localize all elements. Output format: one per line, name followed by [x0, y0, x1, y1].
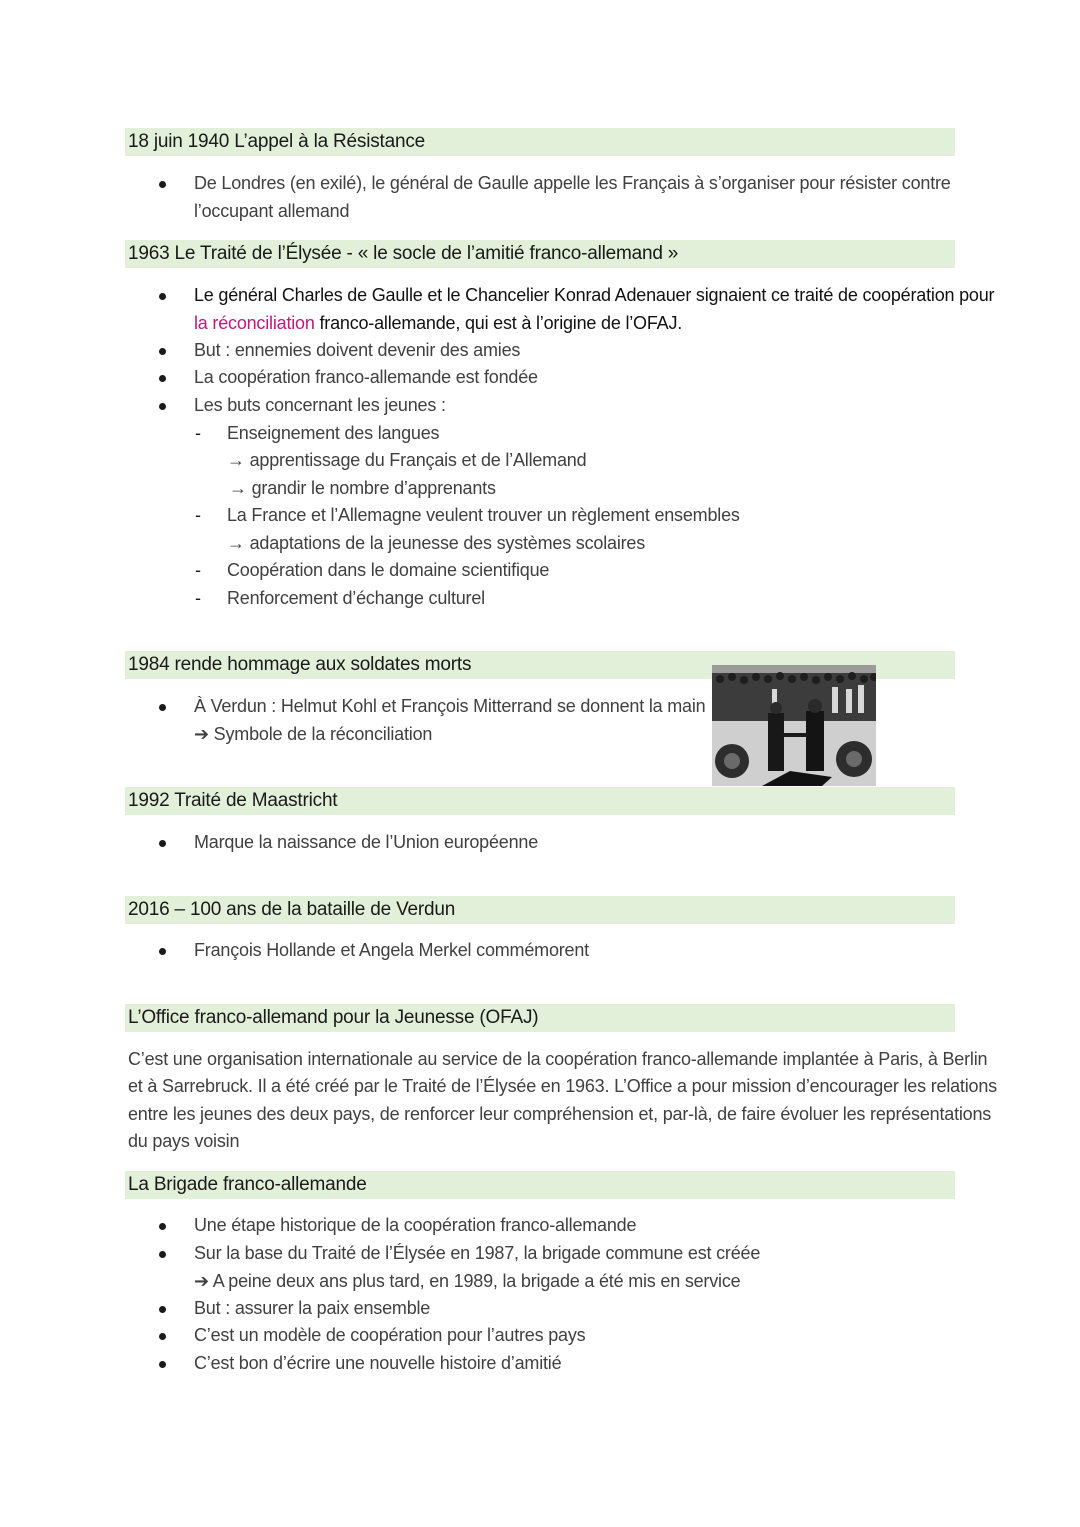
text-1963-scolaires: → adaptations de la jeunesse des systèmes scolaires — [227, 533, 646, 553]
bullet-icon — [159, 948, 166, 955]
text-1963-culturel: Renforcement d’échange culturel — [227, 588, 485, 608]
verdun-photo-image — [712, 665, 876, 786]
bullet-icon — [159, 840, 166, 847]
text-1940-line1: De Londres (en exilé), le général de Gaulle appelle les Français à s’organiser pour résister contre — [194, 173, 951, 193]
text-ofaj-line1: C’est une organisation internationale au service de la coopération franco-allemande implantée à Paris, à Berlin — [128, 1049, 988, 1069]
text-brigade-modele: C’est un modèle de coopération pour l’autres pays — [194, 1325, 586, 1345]
text-1984-verdun: À Verdun : Helmut Kohl et François Mitterrand se donnent la main — [194, 696, 706, 716]
text-1963-fondee: La coopération franco-allemande est fondée — [194, 367, 538, 387]
bullet-icon — [159, 704, 166, 711]
text-1963-reglement: La France et l’Allemagne veulent trouver un règlement ensembles — [227, 505, 740, 525]
text-ofaj-line2: et à Sarrebruck. Il a été créé par le Traité de l’Élysée en 1963. L’Office a pour mission d’encourager les relations — [128, 1076, 997, 1096]
verdun-photo — [712, 665, 876, 786]
dash-icon: - — [195, 505, 201, 525]
text-1963-apprentissage: → apprentissage du Français et de l’Allemand — [227, 450, 587, 470]
bullet-icon — [159, 181, 166, 188]
bullet-icon — [159, 1333, 166, 1340]
text-1963-line2 — [194, 310, 682, 337]
text-brigade-histoire: C’est bon d’écrire une nouvelle histoire d’amitié — [194, 1353, 562, 1373]
text-brigade-service: ➔ A peine deux ans plus tard, en 1989, la brigade a été mis en service — [194, 1271, 741, 1291]
bullet-icon — [159, 1251, 166, 1258]
text-1963-scientifique: Coopération dans le domaine scientifique — [227, 560, 550, 580]
text-1963-but: But : ennemies doivent devenir des amies — [194, 340, 521, 360]
heading-ofaj: L’Office franco-allemand pour la Jeunesse (OFAJ) — [125, 1004, 955, 1032]
text-ofaj-line3: entre les jeunes des deux pays, de renforcer leur compréhension et, par-là, de faire évoluer les représentations — [128, 1104, 992, 1124]
dash-icon: - — [195, 560, 201, 580]
heading-brigade: La Brigade franco-allemande — [125, 1171, 955, 1199]
highlight-reconciliation: la réconciliation — [194, 313, 315, 333]
bullet-icon — [159, 375, 166, 382]
heading-1940: 18 juin 1940 L’appel à la Résistance — [125, 128, 955, 156]
heading-1984: 1984 rende hommage aux soldates morts — [125, 651, 955, 679]
heading-1963: 1963 Le Traité de l’Élysée - « le socle de l’amitié franco-allemand » — [125, 240, 955, 268]
bullet-icon — [159, 293, 166, 300]
bullet-icon — [159, 348, 166, 355]
text-1963-line1: Le général Charles de Gaulle et le Chancelier Konrad Adenauer signaient ce traité de coopération pour — [194, 285, 995, 305]
heading-1992: 1992 Traité de Maastricht — [125, 787, 955, 815]
text-brigade-paix: But : assurer la paix ensemble — [194, 1298, 431, 1318]
text-1963-apprenants: → grandir le nombre d’apprenants — [229, 478, 496, 498]
bullet-icon — [159, 1361, 166, 1368]
text-1963-jeunes: Les buts concernant les jeunes : — [194, 395, 446, 415]
dash-icon: - — [195, 423, 201, 443]
text-ofaj-line4: du pays voisin — [128, 1131, 240, 1151]
text-1940-line2: l’occupant allemand — [194, 201, 350, 221]
text-1963-langues: Enseignement des langues — [227, 423, 440, 443]
text-brigade-creee: Sur la base du Traité de l’Élysée en 1987, la brigade commune est créée — [194, 1243, 761, 1263]
bullet-icon — [159, 403, 166, 410]
text-2016-commemorent: François Hollande et Angela Merkel commémorent — [194, 940, 589, 960]
dash-icon: - — [195, 588, 201, 608]
text-1984-symbole: ➔ Symbole de la réconciliation — [194, 724, 433, 744]
heading-2016: 2016 – 100 ans de la bataille de Verdun — [125, 896, 955, 924]
bullet-icon — [159, 1306, 166, 1313]
text-1963-line2-rest: franco-allemande, qui est à l’origine de l’OFAJ. — [314, 313, 683, 333]
text-1992-ue: Marque la naissance de l’Union européenne — [194, 832, 539, 852]
bullet-icon — [159, 1223, 166, 1230]
text-brigade-etape: Une étape historique de la coopération franco-allemande — [194, 1215, 637, 1235]
